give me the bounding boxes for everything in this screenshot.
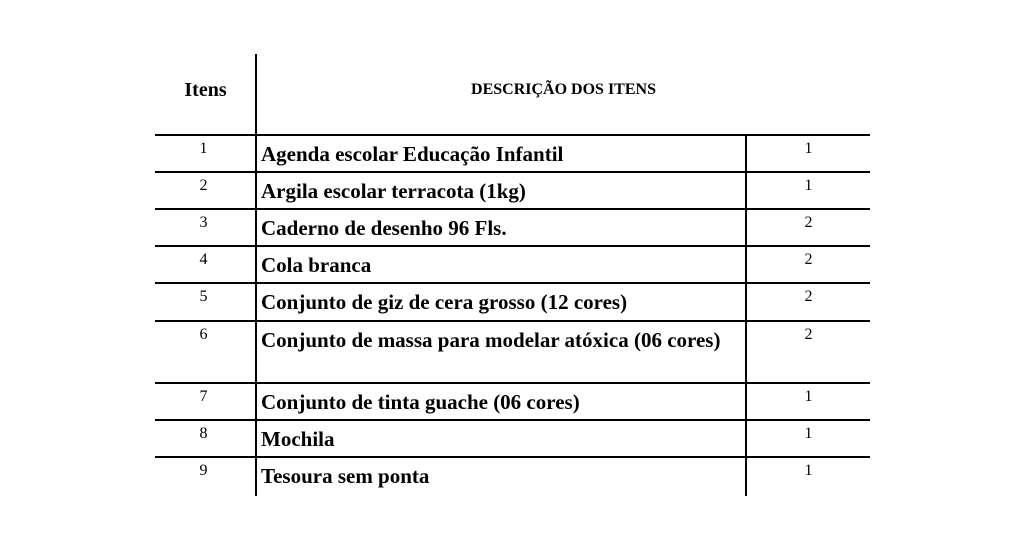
table-row bbox=[155, 384, 870, 419]
item-description: Caderno de desenho 96 Fls. bbox=[261, 216, 507, 240]
item-number: 2 bbox=[199, 177, 208, 194]
item-description: Conjunto de tinta guache (06 cores) bbox=[261, 390, 580, 414]
item-quantity: 1 bbox=[804, 177, 813, 194]
item-number: 3 bbox=[199, 214, 208, 231]
item-description: Agenda escolar Educação Infantil bbox=[261, 142, 564, 166]
item-number: 7 bbox=[199, 388, 208, 405]
item-description: Conjunto de massa para modelar atóxica (06 cores) bbox=[261, 328, 721, 352]
item-description: Conjunto de giz de cera grosso (12 cores) bbox=[261, 290, 628, 314]
item-quantity: 2 bbox=[804, 288, 813, 305]
table-row bbox=[155, 136, 870, 171]
table-row bbox=[155, 322, 870, 382]
item-description: Cola branca bbox=[261, 253, 372, 277]
item-quantity: 2 bbox=[804, 214, 813, 231]
item-number: 8 bbox=[199, 425, 208, 442]
table-row bbox=[155, 421, 870, 456]
item-description: Tesoura sem ponta bbox=[261, 464, 430, 488]
item-quantity: 1 bbox=[804, 425, 813, 442]
item-quantity: 1 bbox=[804, 140, 813, 157]
table-row bbox=[155, 173, 870, 208]
table-row bbox=[155, 210, 870, 245]
header-descricao: DESCRIÇÃO DOS ITENS bbox=[471, 81, 656, 98]
item-quantity: 2 bbox=[804, 326, 813, 343]
item-number: 4 bbox=[199, 251, 208, 268]
table-row bbox=[155, 284, 870, 320]
item-quantity: 1 bbox=[804, 462, 813, 479]
item-number: 9 bbox=[199, 462, 208, 479]
item-list-table bbox=[155, 54, 870, 496]
header-itens: Itens bbox=[184, 79, 227, 101]
item-description: Mochila bbox=[261, 427, 335, 451]
item-quantity: 2 bbox=[804, 251, 813, 268]
item-number: 6 bbox=[199, 326, 208, 343]
item-quantity: 1 bbox=[804, 388, 813, 405]
table-row bbox=[155, 247, 870, 282]
item-description: Argila escolar terracota (1kg) bbox=[261, 179, 526, 203]
item-number: 1 bbox=[199, 140, 208, 157]
item-number: 5 bbox=[199, 288, 208, 305]
table-row bbox=[155, 458, 870, 496]
